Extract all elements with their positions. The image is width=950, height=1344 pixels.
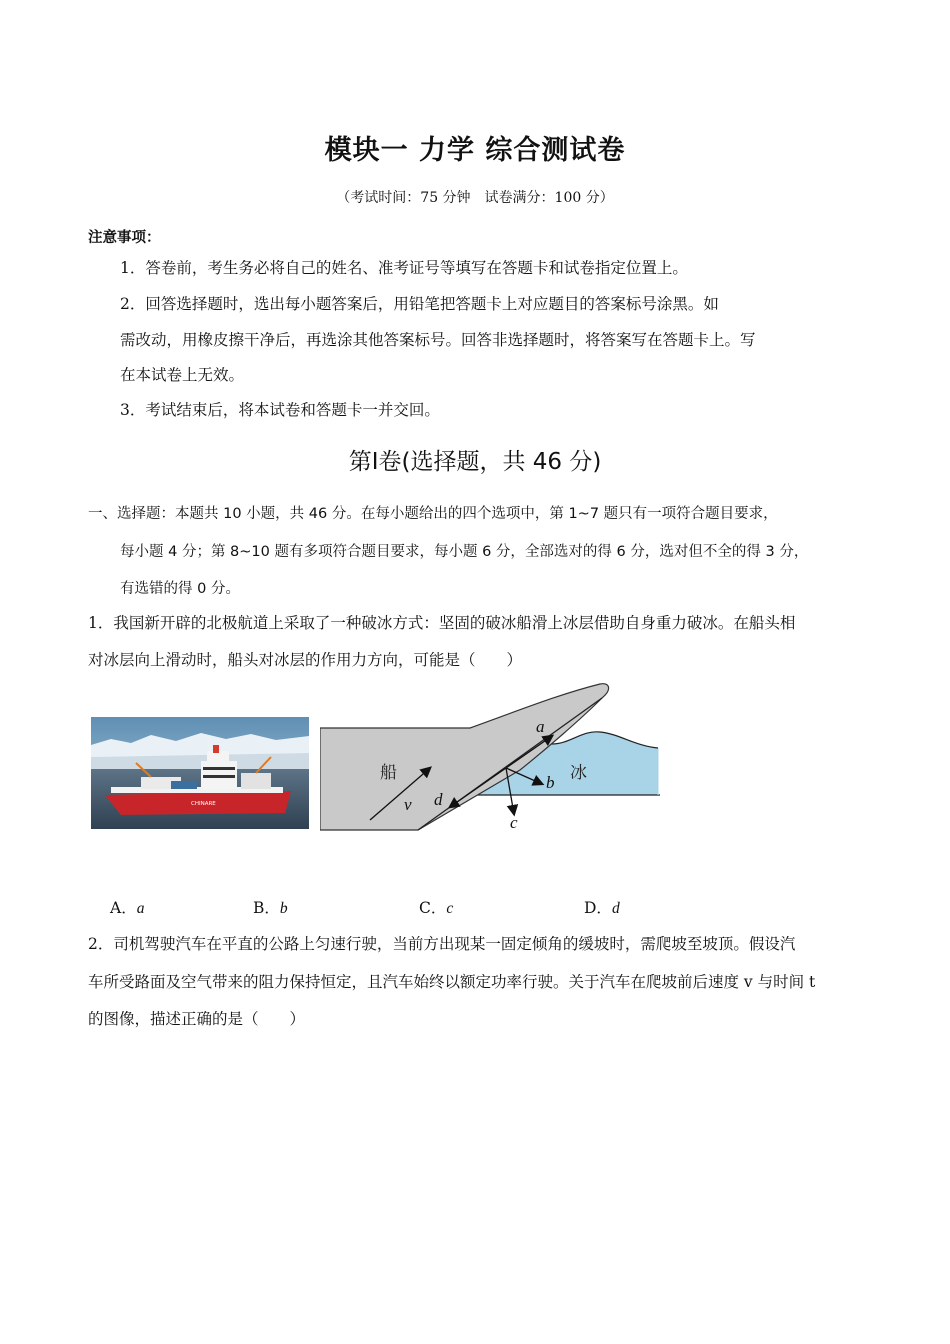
photo-ship-text: CHINARE bbox=[191, 801, 216, 807]
question-1-line-2: 对冰层向上滑动时，船头对冰层的作用力方向，可能是（ ） bbox=[88, 651, 523, 669]
option-b-value: b bbox=[279, 900, 288, 917]
page-title: 模块一 力学 综合测试卷 bbox=[324, 135, 626, 166]
notes-heading: 注意事项： bbox=[88, 230, 161, 246]
force-diagram bbox=[320, 680, 665, 840]
question-1-line-1: 1．我国新开辟的北极航道上采取了一种破冰方式：坚固的破冰船滑上冰层借助自身重力破冰。在船头相 bbox=[88, 614, 796, 632]
option-a-value: a bbox=[136, 900, 145, 917]
arrow-a-label: a bbox=[536, 717, 545, 736]
option-d[interactable] bbox=[584, 898, 620, 919]
note-item-2-line-2: 需改动，用橡皮擦干净后，再选涂其他答案标号。回答非选择题时，将答案写在答题卡上。写 bbox=[120, 331, 756, 349]
option-a[interactable] bbox=[110, 898, 144, 919]
option-b[interactable] bbox=[253, 898, 288, 919]
arrow-c-label: c bbox=[510, 813, 518, 832]
option-a-letter: A． bbox=[110, 899, 137, 917]
ice-label: 冰 bbox=[570, 763, 587, 783]
section-title: 第Ⅰ卷(选择题，共 46 分) bbox=[348, 449, 602, 475]
note-item-2-line-3: 在本试卷上无效。 bbox=[120, 366, 245, 384]
option-c[interactable] bbox=[419, 898, 453, 919]
note-item-2-line-1: 2．回答选择题时，选出每小题答案后，用铅笔把答题卡上对应题目的答案标号涂黑。如 bbox=[120, 295, 719, 313]
option-c-value: c bbox=[446, 900, 454, 917]
velocity-label: v bbox=[404, 795, 412, 814]
arrow-b-label: b bbox=[546, 773, 555, 792]
part-instructions-line-2: 每小题 4 分；第 8~10 题有多项符合题目要求，每小题 6 分，全部选对的得 6 分，选对但不全的得 3 分， bbox=[120, 544, 809, 560]
option-b-letter: B． bbox=[253, 899, 280, 917]
note-item-3: 3．考试结束后，将本试卷和答题卡一并交回。 bbox=[120, 401, 440, 419]
exam-subtitle: （考试时间：75 分钟 试卷满分：100 分） bbox=[336, 190, 614, 206]
ship-label: 船 bbox=[380, 763, 397, 783]
part-instructions-line-1: 一、选择题：本题共 10 小题，共 46 分。在每小题给出的四个选项中，第 1~7 题只有一项符合题目要求， bbox=[88, 506, 778, 522]
question-2-line-2: 车所受路面及空气带来的阻力保持恒定，且汽车始终以额定功率行驶。关于汽车在爬坡前后速度 v 与时间 t bbox=[88, 973, 816, 991]
arrow-d-label: d bbox=[434, 790, 443, 809]
option-d-letter: D． bbox=[584, 899, 612, 917]
option-c-letter: C． bbox=[419, 899, 447, 917]
option-d-value: d bbox=[611, 900, 620, 917]
question-2-line-3: 的图像，描述正确的是（ ） bbox=[88, 1010, 306, 1028]
note-item-1: 1．答卷前，考生务必将自己的姓名、准考证号等填写在答题卡和试卷指定位置上。 bbox=[120, 259, 688, 277]
part-instructions-line-3: 有选错的得 0 分。 bbox=[120, 581, 240, 597]
question-2-line-1: 2．司机驾驶汽车在平直的公路上匀速行驶，当前方出现某一固定倾角的缓坡时，需爬坡至坡顶。假设汽 bbox=[88, 935, 796, 953]
icebreaker-photo bbox=[91, 717, 309, 829]
